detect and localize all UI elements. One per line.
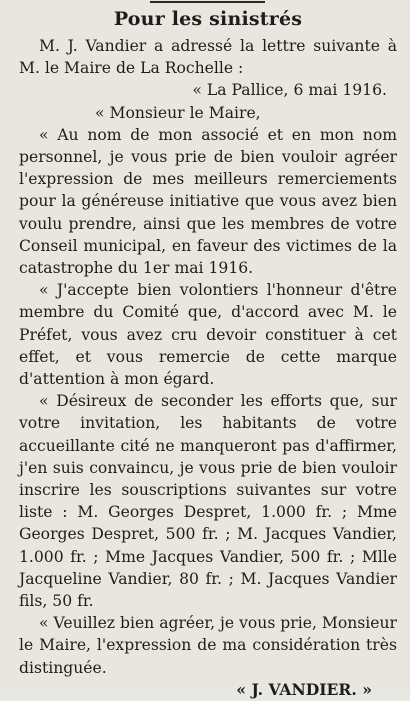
salutation: « Monsieur le Maire,	[95, 103, 261, 122]
letter-paragraph-closing: « Veuillez bien agréer, je vous prie, Monsieur le Maire, l'expression de ma considération très distinguée.	[19, 614, 397, 677]
letter-paragraph-subscriptions: « Désireux de seconder les efforts que, sur votre invitation, les habitants de votre accueillante cité ne manqueront pas d'affirmer, j'en suis convaincu, je vous prie de bien vouloir inscrire les souscriptions suivantes sur votre liste : M. Georges Despret, 1.000 fr. ; Mme Georges Despret, 500 fr. ; M. Jacques Vandier, 1.000 fr. ; Mme Jacques Vandier, 500 fr. ; Mlle Jacqueline Vandier, 80 fr. ; M. Jacques Vandier fils, 50 fr.	[19, 392, 397, 611]
signature: « J. VANDIER. »	[236, 679, 372, 699]
article-body	[19, 35, 397, 701]
letter-paragraph-committee: « J'accepte bien volontiers l'honneur d'être membre du Comité que, d'accord avec M. le Préfet, vous avez cru devoir constituer à cet effet, et vous remercie de cette marque d'attention à mon égard.	[19, 281, 397, 389]
dateline: « La Pallice, 6 mai 1916.	[192, 81, 387, 100]
intro-paragraph: M. J. Vandier a adressé la lettre suivante à M. le Maire de La Rochelle :	[19, 37, 397, 78]
column-rule	[150, 1, 265, 3]
letter-paragraph-thanks: « Au nom de mon associé et en mon nom personnel, je vous prie de bien vouloir agréer l'expression de mes meilleurs remerciements pour la généreuse initiative que vous avez bien voulu prendre, ainsi que les membres de votre Conseil municipal, en faveur des victimes de la catastrophe du 1er mai 1916.	[19, 125, 397, 278]
article-title: Pour les sinistrés	[113, 8, 303, 30]
